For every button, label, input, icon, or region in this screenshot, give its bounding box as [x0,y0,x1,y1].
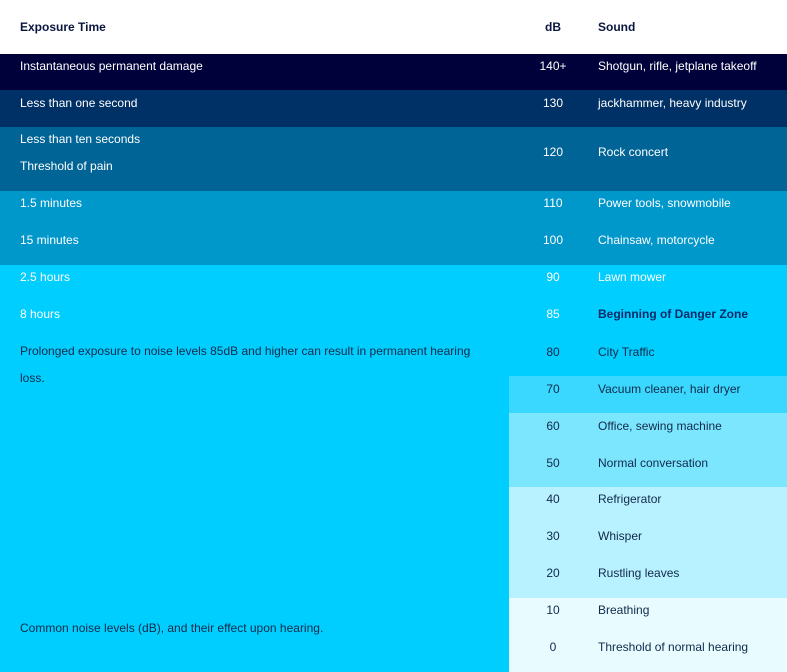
db-cell: 50 [546,456,560,470]
table-row-group [0,191,787,265]
danger-zone-label: Beginning of Danger Zone [598,307,748,321]
db-cell: 120 [542,145,564,159]
exposure-cell: Less than one second [20,96,138,110]
db-cell: 130 [542,96,564,110]
sound-cell: Office, sewing machine [598,419,722,433]
table-row-group [509,413,787,487]
exposure-cell: 15 minutes [20,233,79,247]
db-cell: 60 [546,419,560,433]
table-row [509,334,787,376]
db-cell: 40 [546,492,560,506]
sound-cell: Breathing [598,603,650,617]
table-row-group [0,265,787,340]
db-cell: 0 [549,640,557,654]
sound-cell: Normal conversation [598,456,709,470]
header-exposure-time: Exposure Time [20,20,106,34]
exposure-cell: 1.5 minutes [20,196,83,210]
sound-cell: Whisper [598,529,643,543]
db-cell: 90 [546,270,560,284]
table-caption: Common noise levels (dB), and their effect upon hearing. [20,621,324,635]
db-cell: 70 [546,382,560,396]
sound-cell: jackhammer, heavy industry [598,96,747,110]
db-cell: 140+ [539,59,567,73]
exposure-cell: Instantaneous permanent damage [20,59,203,73]
db-cell: 80 [546,345,560,359]
db-cell: 85 [546,307,560,321]
sound-cell: Power tools, snowmobile [598,196,731,210]
header-db: dB [545,20,561,34]
db-cell: 10 [546,603,560,617]
sound-cell: City Traffic [598,345,655,359]
db-cell: 20 [546,566,560,580]
sound-cell: Rustling leaves [598,566,680,580]
sound-cell: Rock concert [598,145,669,159]
db-cell: 30 [546,529,560,543]
exposure-cell: Less than ten seconds [20,132,141,146]
notes-panel [0,334,509,672]
sound-cell: Shotgun, rifle, jetplane takeoff [598,59,757,73]
header-sound: Sound [598,20,636,34]
db-cell: 100 [542,233,564,247]
table-header [0,0,787,54]
exposure-cell-secondary: Threshold of pain [20,159,113,173]
hearing-warning-note: Prolonged exposure to noise levels 85dB and higher can result in permanent hearing loss. [20,344,471,385]
sound-cell: Chainsaw, motorcycle [598,233,715,247]
db-cell: 110 [543,196,563,210]
sound-cell: Threshold of normal hearing [598,640,749,654]
sound-cell: Vacuum cleaner, hair dryer [598,382,741,396]
sound-cell: Refrigerator [598,492,662,506]
exposure-cell: 2.5 hours [20,270,71,284]
sound-cell: Lawn mower [598,270,667,284]
table-row-group [509,598,787,672]
exposure-cell: 8 hours [20,307,61,321]
table-row-group [509,487,787,598]
table-row [0,127,787,191]
